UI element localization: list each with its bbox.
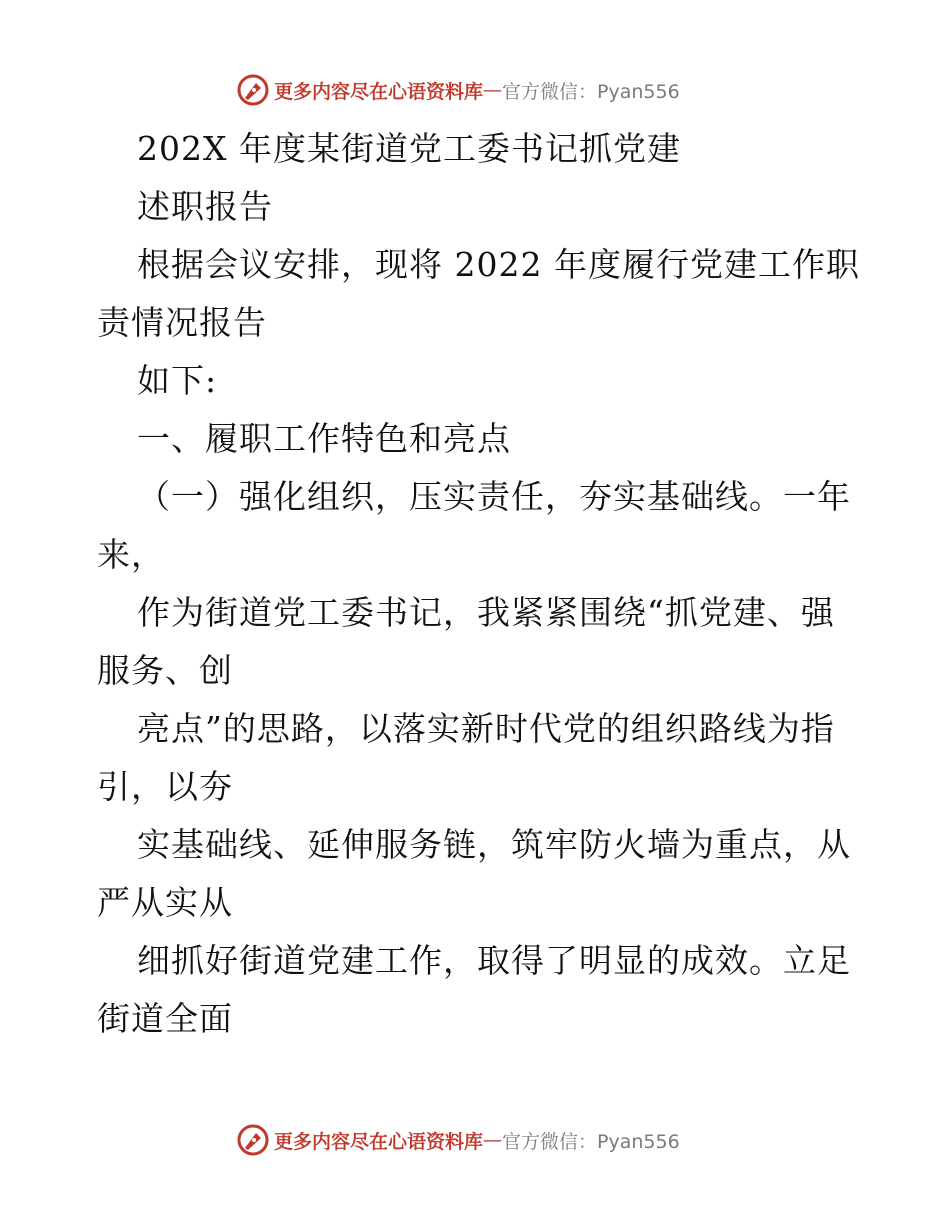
paragraph-line: 责情况报告	[97, 303, 267, 342]
paragraph-line: 来，	[97, 535, 165, 574]
document-title-line-2: 述职报告	[137, 187, 273, 226]
watermark-footer	[236, 1120, 716, 1160]
paragraph-line: 服务、创	[97, 651, 233, 690]
paragraph-line: 引，以夯	[97, 767, 233, 806]
paragraph-line: 亮点”的思路，以落实新时代党的组织路线为指	[137, 709, 835, 748]
document-title-line-1: 202X 年度某街道党工委书记抓党建	[137, 129, 681, 168]
watermark-contact: 官方微信：Pyan556	[502, 1130, 680, 1153]
paragraph-line: 实基础线、延伸服务链，筑牢防火墙为重点，从	[137, 825, 851, 864]
section-heading: 一、履职工作特色和亮点	[137, 419, 511, 458]
paragraph-line: 街道全面	[97, 999, 233, 1038]
watermark-title: 更多内容尽在心语资料库	[274, 80, 484, 103]
document-body	[97, 120, 860, 1048]
watermark-title: 更多内容尽在心语资料库	[274, 1130, 484, 1153]
paragraph-line: 根据会议安排，现将 2022 年度履行党建工作职	[137, 245, 860, 284]
watermark-separator: —	[483, 1129, 503, 1151]
watermark-header	[236, 70, 716, 110]
pen-nib-logo-icon	[236, 73, 270, 107]
subsection-heading: （一）强化组织，压实责任，夯实基础线。一年	[137, 477, 851, 516]
watermark-contact: 官方微信：Pyan556	[502, 80, 680, 103]
pen-nib-logo-icon	[236, 1123, 270, 1157]
paragraph-line: 作为街道党工委书记，我紧紧围绕“抓党建、强	[137, 593, 835, 632]
watermark-separator: —	[483, 79, 503, 101]
paragraph-line: 如下:	[137, 361, 218, 400]
paragraph-line: 细抓好街道党建工作，取得了明显的成效。立足	[137, 941, 851, 980]
paragraph-line: 严从实从	[97, 883, 233, 922]
